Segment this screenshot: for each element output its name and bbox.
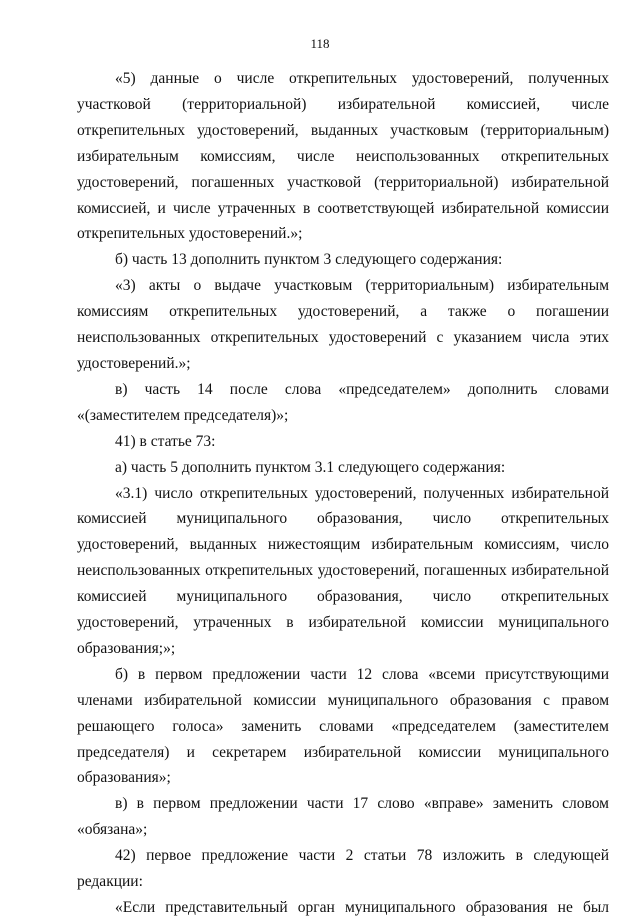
- document-body: [77, 66, 609, 921]
- paragraph-part-13: б) часть 13 дополнить пунктом 3 следующего содержания:: [115, 251, 503, 269]
- page-number: 118: [310, 36, 330, 51]
- paragraph-42: 42) первое предложение части 2 статьи 78 изложить в следующей редакции:: [77, 847, 609, 891]
- paragraph-part-17: в) в первом предложении части 17 слово «вправе» заменить словом «обязана»;: [77, 795, 609, 839]
- paragraph-part-14: в) часть 14 после слова «председателем» дополнить словами «(заместителем председателя)»;: [77, 380, 609, 424]
- paragraph-41: 41) в статье 73:: [115, 432, 216, 450]
- paragraph-continuation: «Если представительный орган муниципального образования не был: [115, 899, 609, 916]
- paragraph-item-5: «5) данные о числе открепительных удостоверений, полученных участковой (территориальной) избирательной комиссией, числе открепительных удостоверений, выданных участковым (территориальным) избирательным комиссиям, числе неиспользованных открепительных удостоверений, погашенных участковой (территориальной) избирательной комиссией, и числе утраченных в соответствующей избирательной комиссии открепительных удостоверений.»;: [77, 70, 609, 243]
- paragraph-part-5: а) часть 5 дополнить пунктом 3.1 следующего содержания:: [115, 458, 506, 476]
- paragraph-item-3-1: «3.1) число открепительных удостоверений, полученных избирательной комиссией муниципального образования, число открепительных удостоверений, выданных нижестоящим избирательным комиссиям, число неиспользованных открепительных удостоверений, погашенных избирательной комиссией муниципального образования, число открепительных удостоверений, утраченных в избирательной комиссии муниципального образования;»;: [77, 484, 609, 657]
- paragraph-part-12: б) в первом предложении части 12 слова «всеми присутствующими членами избирательной комиссии муниципального образования с правом решающего голоса» заменить словами «председателем (заместителем председателя) и секретарем избирательной комиссии муниципального образования»;: [77, 665, 609, 787]
- paragraph-item-3: «3) акты о выдаче участковым (территориальным) избирательным комиссиям открепительных удостоверений, а также о погашении неиспользованных открепительных удостоверений с указанием числа этих удостоверений.»;: [77, 277, 609, 372]
